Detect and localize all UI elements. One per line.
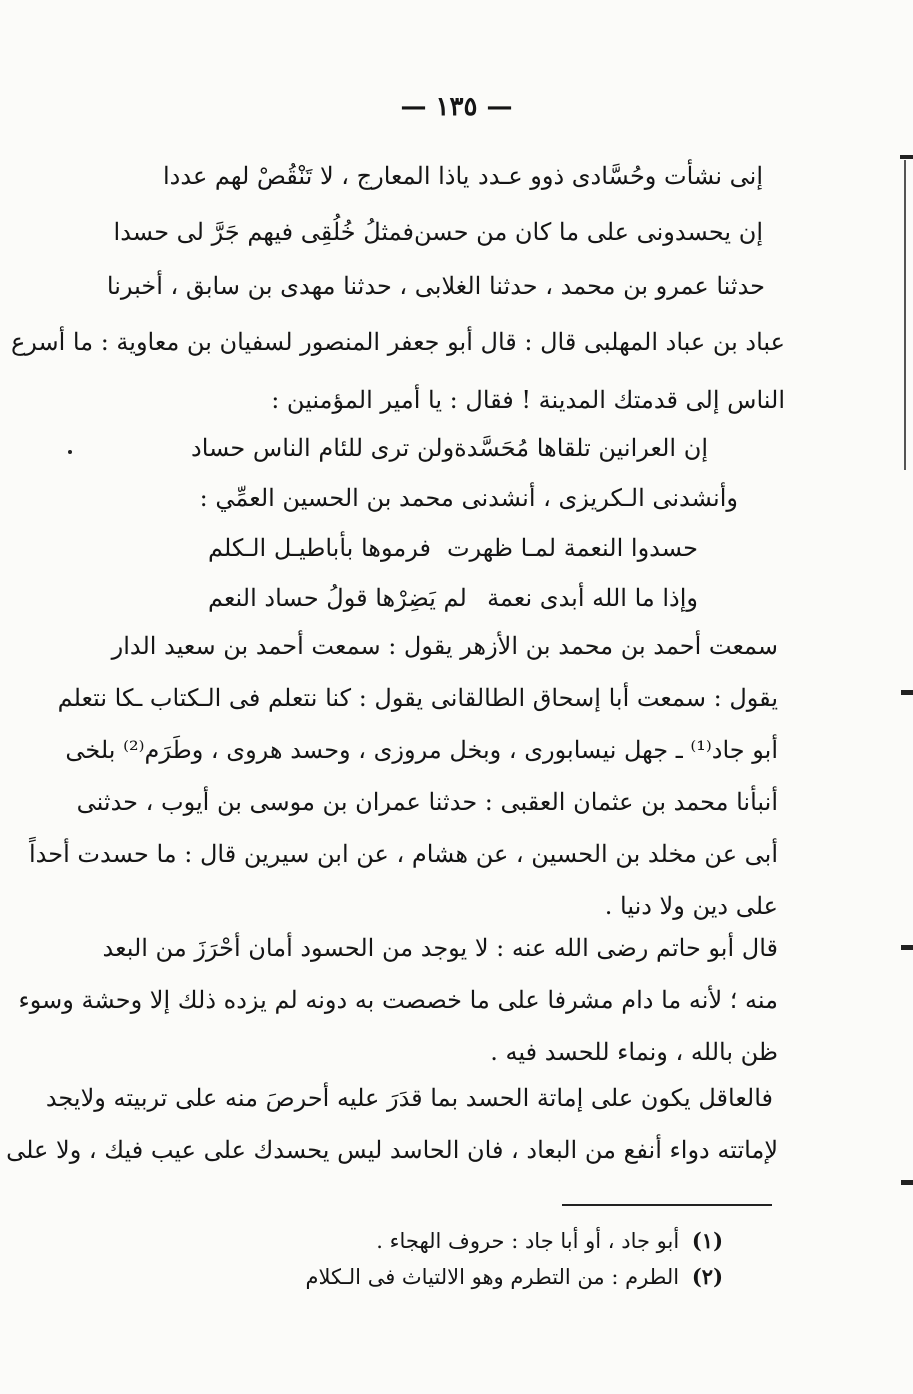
verse-line [163,162,763,190]
prose-line: أبو جاد⁽¹⁾ ـ جهل نيسابورى ، وبخل مروزى ، وحسد هروى ، وطَرَم⁽²⁾ بلخى [65,736,778,764]
footnote [306,1264,724,1289]
speck [68,450,72,454]
verse-line [113,218,763,246]
footnote-text: أبو جاد ، أو أبا جاد : حروف الهجاء . [376,1229,680,1253]
prose-line: عباد بن عباد المهلبى قال : قال أبو جعفر المنصور لسفيان بن معاوية : ما أسرع [10,328,785,356]
prose-line: فالعاقل يكون على إماتة الحسد بما قدَرَ عليه أحرصَ منه على تربيته ولايجد [45,1084,773,1112]
verse-first-hemistich: إن يحسدونى على ما كان من حسن [414,218,763,246]
prose-line: منه ؛ لأنه ما دام مشرفا على ما خصصت به دونه لم يزده ذلك إلا وحشة وسوء [18,986,778,1014]
prose-line: لإماتته دواء أنفع من البعاد ، فان الحاسد ليس يحسدك على عيب فيك ، ولا على [6,1136,778,1164]
verse-second-hemistich: فمثلُ خُلُقِى فيهم جَرَّ لى حسدا [113,218,415,246]
prose-line: الناس إلى قدمتك المدينة ! فقال : يا أمير المؤمنين : [271,386,785,414]
prose-line: أبى عن مخلد بن الحسين ، عن هشام ، عن ابن سيرين قال : ما حسدت أحداً [29,840,778,868]
verse-second-hemistich: فرموها بأباطيـل الـكلم [208,534,431,562]
prose-line: على دين ولا دنيا . [604,892,778,920]
binding-mark [900,155,913,159]
verse-line [208,534,698,562]
verse-second-hemistich: ياذا المعارج ، لا تَنْقُصْ لهم عددا [163,162,470,190]
verse-second-hemistich: ولن ترى للئام الناس حساد [191,434,455,462]
prose-line: حدثنا عمرو بن محمد ، حدثنا الغلابى ، حدثنا مهدى بن سابق ، أخبرنا [106,272,765,300]
prose-line: قال أبو حاتم رضى الله عنه : لا يوجد من الحسود أمان أحْرَزَ من البعد [102,934,778,962]
footnote-divider [562,1204,772,1206]
prose-line: ظن بالله ، ونماء للحسد فيه . [490,1038,778,1066]
verse-first-hemistich: إن العرانين تلقاها مُحَسَّدة [454,434,708,462]
verse-first-hemistich: حسدوا النعمة لمـا ظهرت [446,534,698,562]
prose-line: يقول : سمعت أبا إسحاق الطالقانى يقول : كنا نتعلم فى الـكتاب ـكا نتعلم [57,684,778,712]
footnote [376,1228,723,1253]
page-number: — ١٣٥ — [400,92,513,122]
footnote-text: الطرم : من التطرم وهو الالتياث فى الـكلام [305,1265,680,1289]
binding-mark [901,1180,913,1185]
binding-mark [901,945,913,950]
prose-line: سمعت أحمد بن محمد بن الأزهر يقول : سمعت أحمد بن سعيد الدار [111,632,778,660]
prose-line: أنبأنا محمد بن عثمان العقبى : حدثنا عمران بن موسى بن أيوب ، حدثنى [76,788,778,816]
binding-mark [901,690,913,695]
verse-line [208,584,698,612]
verse-line [191,434,708,462]
footnote-marker: (١) [691,1228,723,1253]
verse-second-hemistich: لم يَضِرْها قولُ حساد النعم [208,584,467,612]
verse-first-hemistich: وإذا ما الله أبدى نعمة [487,584,698,612]
footnote-marker: (٢) [691,1264,723,1289]
binding-line [904,160,906,470]
prose-line: وأنشدنى الـكريزى ، أنشدنى محمد بن الحسين العمِّي : [199,484,738,512]
verse-first-hemistich: إنى نشأت وحُسَّادى ذوو عـدد [478,162,763,190]
